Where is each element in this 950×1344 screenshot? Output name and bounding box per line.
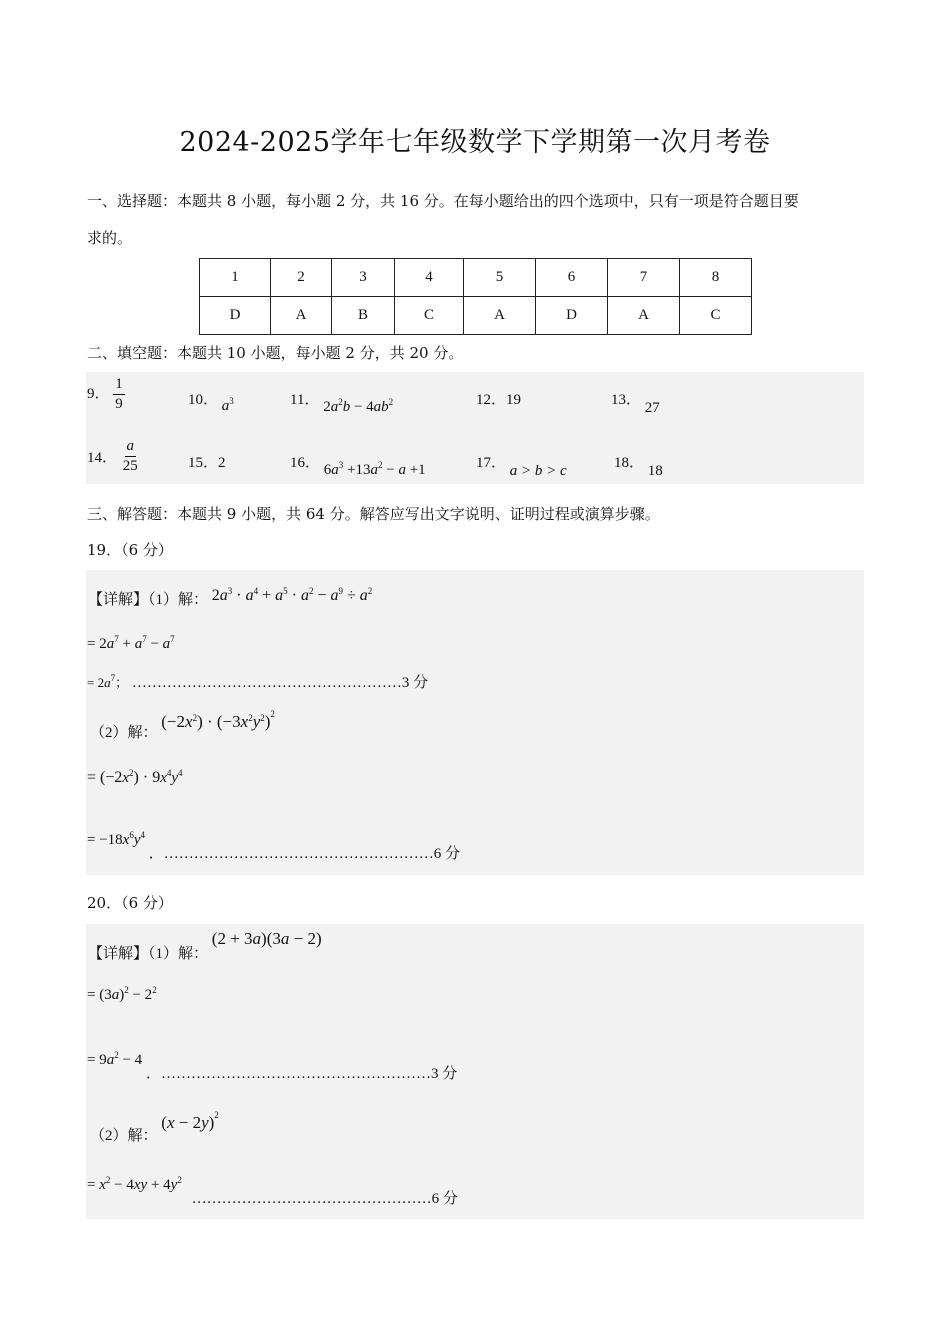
answer-q18: 18． 18 [614, 455, 663, 479]
table-cell: A [608, 297, 680, 335]
page-title: 2024-2025学年七年级数学下学期第一次月考卷 [179, 127, 771, 158]
score-dots: ……………………………………………… [160, 1066, 431, 1082]
table-cell: 6 [536, 259, 608, 297]
q20-label: 20．（6 分） [87, 894, 173, 912]
score-dots: ……………………………………………… [131, 675, 402, 691]
q19-part1-heading: 【详解】（1）解： $2a^3 \cdot a^4 + a^5 \cdot a^2 - a^9 \div a^2$ [88, 586, 373, 608]
answer-q12: 12．19 [476, 392, 522, 408]
score-dots: ………………………………………… [191, 1191, 432, 1207]
table-cell: 5 [464, 259, 536, 297]
table-row-numbers [200, 259, 752, 297]
table-cell: A [464, 297, 536, 335]
answer-q11: 11． $2a^2b - 4ab^2$ [290, 392, 394, 415]
score-dots: ……………………………………………… [163, 846, 434, 862]
q19-step4: = $-18x^6y^4$ ．………………………………………………6 分 [87, 830, 461, 862]
section2-heading: 二、填空题：本题共 10 小题，每小题 2 分，共 20 分。 [87, 344, 464, 362]
q20-step3: = $x^2 - 4xy + 4y^2$ …………………………………………6 分 [87, 1175, 458, 1207]
table-cell: 8 [680, 259, 752, 297]
table-cell: 4 [395, 259, 464, 297]
answer-q9: 9． $\frac{1}{9}$ [87, 376, 123, 412]
table-cell: A [271, 297, 332, 335]
section1-heading-cont: 求的。 [87, 229, 133, 247]
table-cell: 3 [332, 259, 395, 297]
table-row-answers [200, 297, 752, 335]
answer-table [199, 258, 752, 335]
table-cell: D [200, 297, 271, 335]
q19-step3: = $(-2x^2) \cdot 9x^4y^4$ [87, 768, 183, 786]
table-cell: B [332, 297, 395, 335]
table-cell: D [536, 297, 608, 335]
table-cell: 2 [271, 259, 332, 297]
answer-q16: 16． $6a^3 +13a^2 - a +1$ [290, 455, 426, 478]
q20-step1: = $(3a)^2 - 2^2$ [87, 985, 157, 1003]
q19-step1: = $2a^7 + a^7 - a^7$ [87, 634, 175, 652]
q20-part2-heading: （2）解： $(x - 2y)^2$ [90, 1110, 219, 1144]
table-cell: 1 [200, 259, 271, 297]
section3-heading: 三、解答题：本题共 9 小题，共 64 分。解答应写出文字说明、证明过程或演算步骤。 [87, 505, 660, 523]
q19-step2: = $2a^7$； ………………………………………………3 分 [87, 673, 429, 691]
table-cell: 7 [608, 259, 680, 297]
table-cell: C [680, 297, 752, 335]
answer-q14: 14． $\frac{a}{25}$ [87, 438, 138, 474]
section1-heading: 一、选择题：本题共 8 小题，每小题 2 分，共 16 分。在每小题给出的四个选项中，只有一项是符合题目要 [87, 192, 799, 210]
q19-part2-heading: （2）解： $(-2x^2) \cdot (-3x^2y^2)^2$ [90, 709, 275, 741]
q19-label: 19．（6 分） [87, 541, 173, 559]
answer-q15: 15．2 [188, 455, 226, 471]
answer-q10: 10． $a^3$ [188, 392, 234, 414]
q20-part1-heading: 【详解】（1）解： (2 + 3a)(3a − 2) [88, 929, 322, 962]
answer-q13: 13． 27 [611, 392, 660, 416]
answer-q17: 17． a > b > c [476, 455, 567, 479]
q20-step2: = $9a^2 - 4$ ．………………………………………………3 分 [87, 1050, 458, 1082]
table-cell: C [395, 297, 464, 335]
